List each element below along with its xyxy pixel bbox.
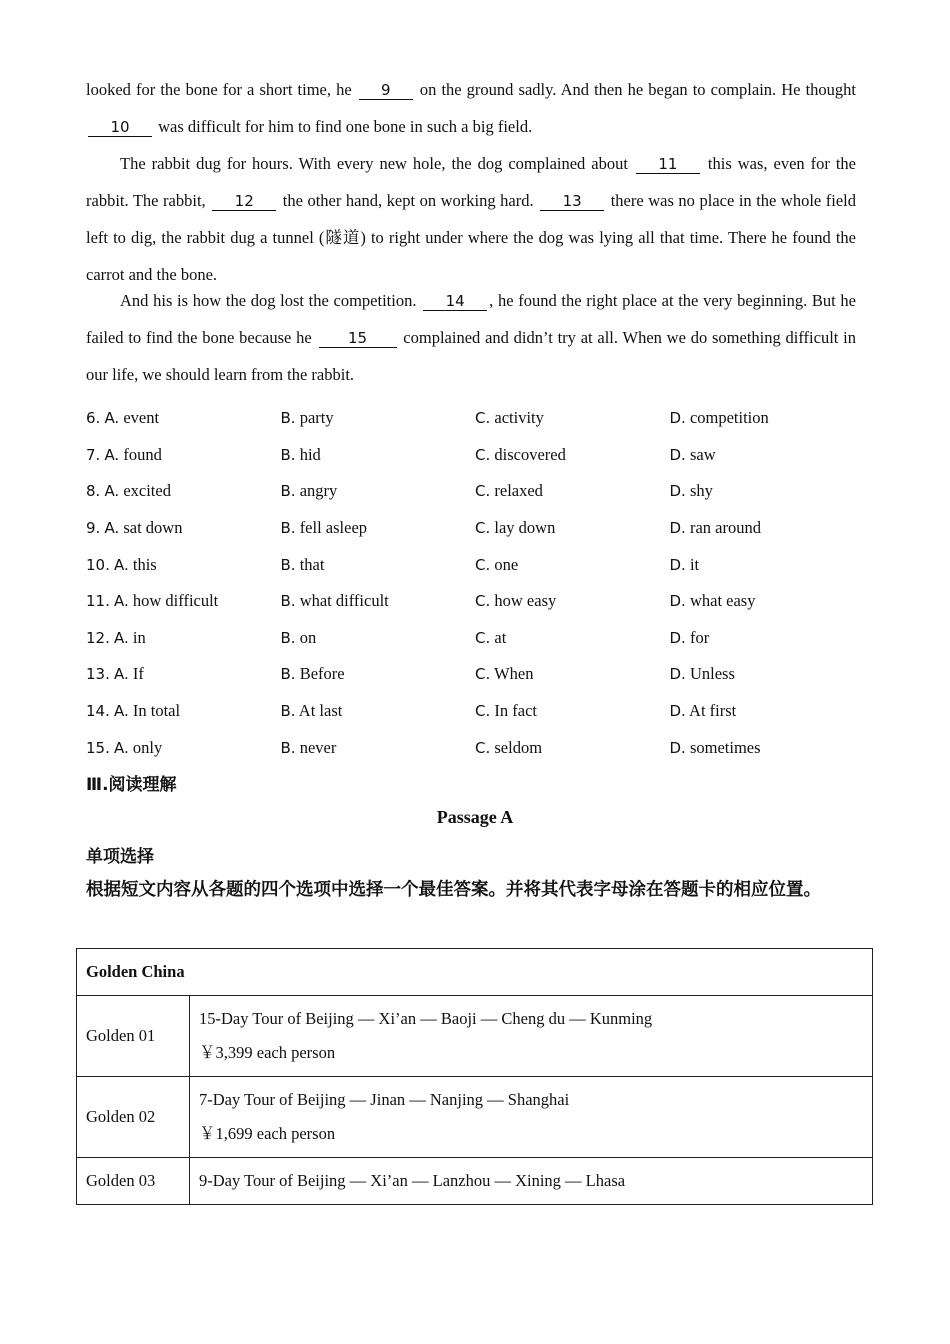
option-text: In total	[132, 701, 181, 721]
tour-route: 9-Day Tour of Beijing — Xi’an — Lanzhou — Xining — Lhasa	[190, 1158, 873, 1205]
options-list	[86, 400, 866, 766]
question-row	[86, 437, 866, 474]
option-d[interactable]	[670, 628, 865, 648]
answer-blank: 15	[319, 329, 397, 348]
option-d[interactable]	[670, 664, 865, 684]
option-letter: B.	[280, 702, 296, 721]
option-letter: C.	[475, 519, 491, 538]
option-letter: D.	[669, 738, 686, 757]
option-letter: D.	[669, 628, 686, 647]
option-text: Unless	[689, 664, 735, 684]
option-text: ran around	[689, 518, 761, 538]
option-letter: A.	[113, 592, 129, 611]
table-row	[77, 1158, 873, 1205]
option-c[interactable]	[475, 701, 670, 721]
option-text: At last	[298, 701, 343, 721]
option-letter: B.	[280, 409, 296, 428]
question-number: 15.	[86, 738, 110, 757]
option-text: sat down	[123, 518, 183, 538]
option-b[interactable]	[281, 445, 476, 465]
question-number: 10.	[86, 555, 110, 574]
option-letter: A.	[104, 409, 120, 428]
option-c[interactable]	[475, 518, 670, 538]
option-a[interactable]	[86, 591, 281, 611]
answer-blank: 10	[88, 118, 152, 137]
option-letter: D.	[669, 665, 686, 684]
option-text: how difficult	[132, 591, 219, 611]
option-text: Before	[299, 664, 345, 684]
option-letter: A.	[113, 738, 129, 757]
question-row	[86, 656, 866, 693]
tour-name: Golden 03	[77, 1158, 190, 1205]
subsection-heading: 单项选择	[86, 847, 154, 867]
passage-paragraph	[86, 71, 856, 145]
passage-text: this was, even for the rabbit. The rabbit,	[86, 154, 856, 210]
option-text: In fact	[494, 701, 537, 721]
question-number: 12.	[86, 628, 110, 647]
option-d[interactable]	[670, 408, 865, 428]
option-c[interactable]	[475, 408, 670, 428]
question-number: 13.	[86, 665, 110, 684]
option-b[interactable]	[281, 518, 476, 538]
option-b[interactable]	[281, 555, 476, 575]
option-b[interactable]	[281, 481, 476, 501]
question-row	[86, 400, 866, 437]
option-letter: B.	[280, 555, 296, 574]
option-letter: A.	[104, 482, 120, 501]
question-row	[86, 473, 866, 510]
option-text: found	[123, 444, 162, 464]
option-c[interactable]	[475, 738, 670, 758]
question-row	[86, 546, 866, 583]
option-a[interactable]	[86, 518, 281, 538]
table-title: Golden China	[77, 949, 873, 996]
passage-text: there was no place in the whole field left to dig, the rabbit dug a tunnel (隧道) to right under where the dog was lying all that time. There he found the carrot and the bone.	[86, 191, 857, 284]
option-text: in	[132, 627, 146, 647]
passage-text: on the ground sadly. And then he began to complain. He thought	[414, 80, 857, 99]
table-row	[77, 996, 873, 1077]
option-text: one	[494, 554, 519, 574]
passage-text: , he found the right place at the very beginning. But he failed to find the bone because he	[86, 291, 856, 347]
option-letter: C.	[475, 445, 491, 464]
tour-table	[76, 948, 873, 1205]
question-row	[86, 693, 866, 730]
option-b[interactable]	[281, 701, 476, 721]
option-text: discovered	[494, 444, 566, 464]
option-text: At first	[689, 701, 737, 721]
option-letter: C.	[475, 555, 491, 574]
option-text: seldom	[494, 737, 543, 757]
question-row	[86, 620, 866, 657]
option-b[interactable]	[281, 664, 476, 684]
option-letter: B.	[280, 482, 296, 501]
tour-route: 15-Day Tour of Beijing — Xi’an — Baoji — Cheng du — Kunming	[199, 1009, 653, 1028]
passage-text: The rabbit dug for hours. With every new hole, the dog complained about	[120, 154, 634, 173]
passage-paragraph	[86, 282, 856, 393]
question-row	[86, 583, 866, 620]
option-letter: B.	[280, 445, 296, 464]
option-c[interactable]	[475, 628, 670, 648]
option-text: shy	[689, 481, 713, 501]
option-text: sometimes	[689, 737, 761, 757]
option-a[interactable]	[86, 664, 281, 684]
option-text: When	[494, 664, 534, 684]
instruction-text: 根据短文内容从各题的四个选项中选择一个最佳答案。并将其代表字母涂在答题卡的相应位置。	[86, 880, 821, 900]
option-letter: A.	[113, 555, 129, 574]
option-text: hid	[299, 444, 321, 464]
option-text: saw	[689, 444, 716, 464]
option-text: only	[132, 737, 163, 757]
passage-paragraph	[86, 145, 856, 293]
passage-text: And his is how the dog lost the competition.	[120, 291, 422, 310]
tour-price: ￥3,399 each person	[199, 1043, 336, 1062]
option-text: it	[689, 554, 700, 574]
answer-blank: 14	[423, 292, 487, 311]
option-letter: D.	[669, 409, 686, 428]
option-letter: B.	[280, 519, 296, 538]
tour-name: Golden 01	[77, 996, 190, 1077]
option-d[interactable]	[670, 555, 865, 575]
passage-text: was difficult for him to find one bone in such a big field.	[154, 117, 533, 136]
question-number: 8.	[86, 482, 101, 501]
tour-name: Golden 02	[77, 1077, 190, 1158]
option-letter: B.	[280, 665, 296, 684]
option-letter: A.	[104, 445, 120, 464]
option-a[interactable]	[86, 701, 281, 721]
passage-text: looked for the bone for a short time, he	[86, 80, 357, 99]
option-letter: C.	[475, 702, 491, 721]
option-a[interactable]	[86, 481, 281, 501]
answer-blank: 13	[540, 192, 604, 211]
option-a[interactable]	[86, 628, 281, 648]
passage-text: the other hand, kept on working hard.	[278, 191, 539, 210]
option-text: on	[299, 627, 317, 647]
option-letter: C.	[475, 738, 491, 757]
option-text: relaxed	[494, 481, 543, 501]
option-letter: A.	[113, 702, 129, 721]
tour-route: 7-Day Tour of Beijing — Jinan — Nanjing — Shanghai	[199, 1090, 570, 1109]
passage-text: complained and didn’t try at all. When we do something difficult in our life, we should learn from the rabbit.	[86, 328, 856, 384]
answer-blank: 11	[636, 155, 700, 174]
option-letter: C.	[475, 628, 491, 647]
option-text: lay down	[494, 518, 556, 538]
option-d[interactable]	[670, 518, 865, 538]
question-number: 11.	[86, 592, 110, 611]
section-heading: Ⅲ.阅读理解	[86, 775, 177, 795]
option-letter: D.	[669, 445, 686, 464]
option-text: what difficult	[299, 591, 389, 611]
option-letter: A.	[113, 628, 129, 647]
option-letter: D.	[669, 482, 686, 501]
question-number: 6.	[86, 409, 101, 428]
option-text: at	[494, 627, 507, 647]
option-text: activity	[494, 408, 544, 428]
answer-blank: 9	[359, 81, 413, 100]
option-letter: A.	[113, 665, 129, 684]
option-a[interactable]	[86, 408, 281, 428]
option-text: for	[689, 627, 710, 647]
question-row	[86, 510, 866, 547]
option-a[interactable]	[86, 445, 281, 465]
option-text: how easy	[494, 591, 557, 611]
option-text: If	[132, 664, 144, 684]
option-text: fell asleep	[299, 518, 368, 538]
question-number: 14.	[86, 702, 110, 721]
option-c[interactable]	[475, 664, 670, 684]
option-b[interactable]	[281, 738, 476, 758]
question-row	[86, 729, 866, 766]
option-d[interactable]	[670, 738, 865, 758]
option-text: that	[299, 554, 325, 574]
option-letter: D.	[669, 592, 686, 611]
option-letter: C.	[475, 665, 491, 684]
option-d[interactable]	[670, 481, 865, 501]
option-a[interactable]	[86, 738, 281, 758]
passage-title: Passage A	[436, 807, 514, 827]
question-number: 9.	[86, 519, 101, 538]
option-d[interactable]	[670, 591, 865, 611]
option-c[interactable]	[475, 555, 670, 575]
option-text: competition	[689, 408, 769, 428]
option-d[interactable]	[670, 445, 865, 465]
option-text: never	[299, 737, 337, 757]
option-c[interactable]	[475, 591, 670, 611]
option-letter: D.	[669, 555, 686, 574]
option-text: excited	[123, 481, 171, 501]
option-text: party	[299, 408, 334, 428]
option-letter: B.	[280, 738, 296, 757]
option-d[interactable]	[670, 701, 865, 721]
answer-blank: 12	[212, 192, 276, 211]
question-number: 7.	[86, 445, 101, 464]
option-b[interactable]	[281, 591, 476, 611]
option-letter: C.	[475, 592, 491, 611]
option-letter: A.	[104, 519, 120, 538]
option-text: this	[132, 554, 157, 574]
option-c[interactable]	[475, 445, 670, 465]
tour-price: ￥1,699 each person	[199, 1124, 336, 1143]
option-a[interactable]	[86, 555, 281, 575]
option-b[interactable]	[281, 408, 476, 428]
option-letter: C.	[475, 482, 491, 501]
option-letter: B.	[280, 592, 296, 611]
option-text: event	[123, 408, 160, 428]
option-text: angry	[299, 481, 338, 501]
option-letter: B.	[280, 628, 296, 647]
option-letter: D.	[669, 702, 686, 721]
option-text: what easy	[689, 591, 756, 611]
table-row	[77, 1077, 873, 1158]
option-b[interactable]	[281, 628, 476, 648]
option-letter: D.	[669, 519, 686, 538]
option-c[interactable]	[475, 481, 670, 501]
option-letter: C.	[475, 409, 491, 428]
